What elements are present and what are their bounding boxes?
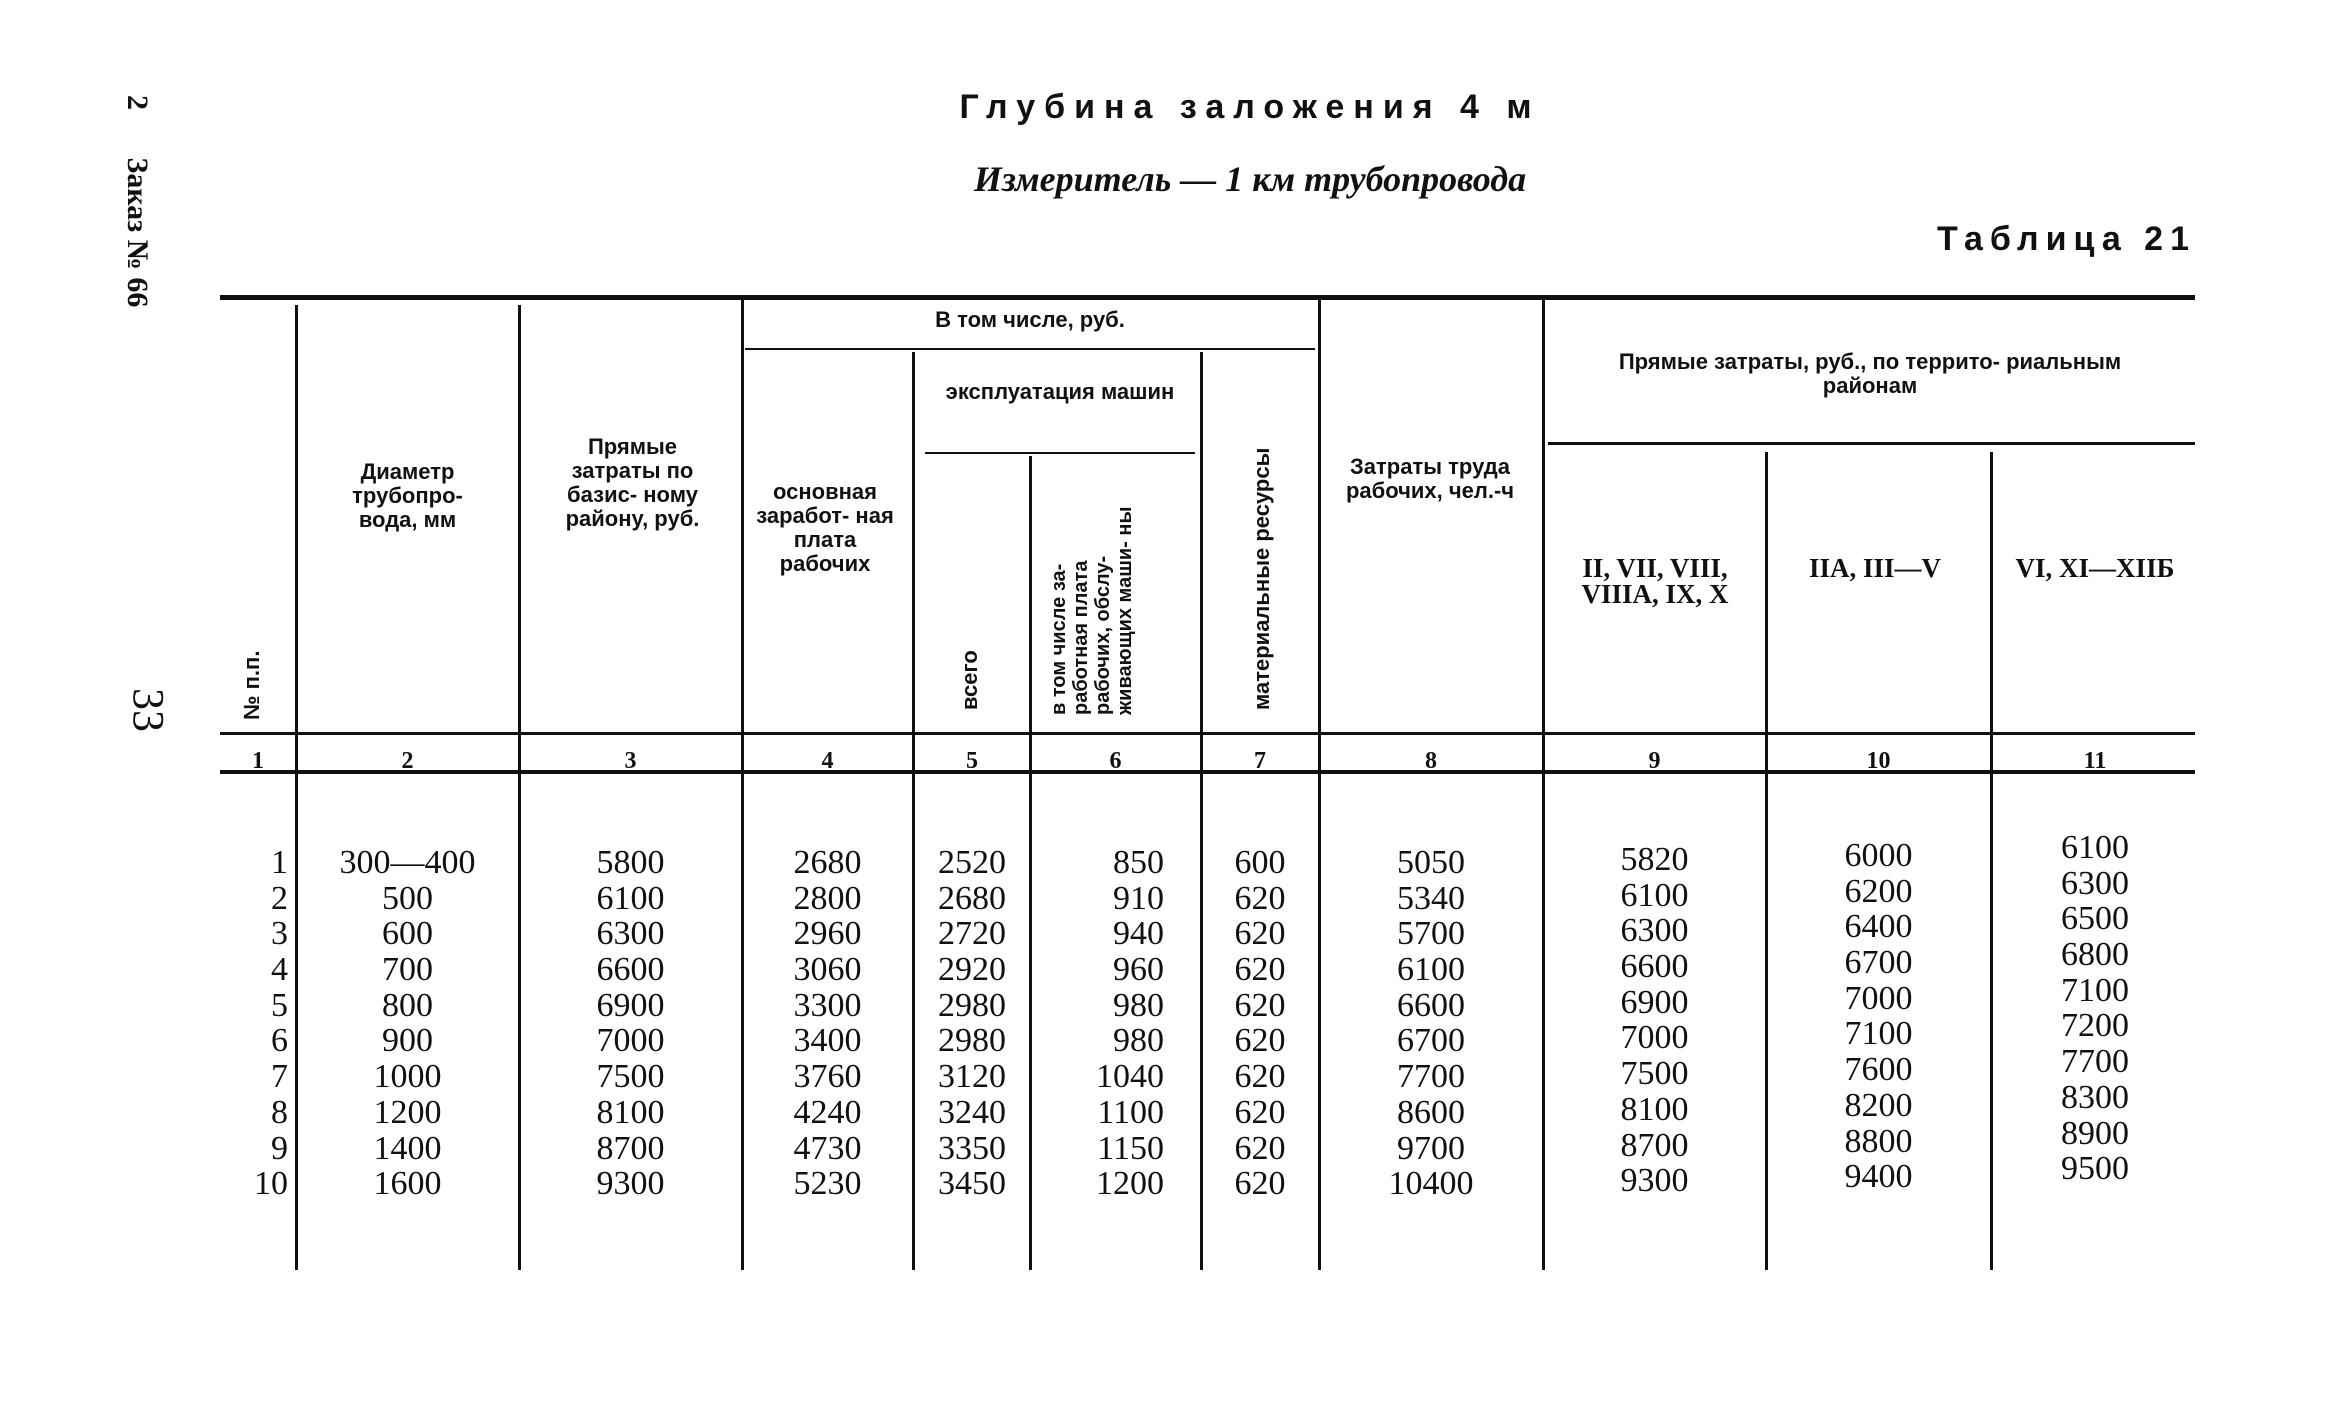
table-cell: 2800 xyxy=(793,879,862,917)
table-cell: 5050 xyxy=(1397,844,1465,881)
table-cell: 7000 xyxy=(1844,979,1913,1017)
table-cell: 2960 xyxy=(793,915,862,953)
header-group-incl: В том числе, руб. xyxy=(935,307,1125,332)
col-number: 4 xyxy=(821,748,834,774)
table-cell: 2920 xyxy=(938,951,1006,989)
table-cell: 620 xyxy=(1234,986,1286,1024)
table-cell: 2 xyxy=(271,879,288,917)
table-cell: 6600 xyxy=(1397,986,1465,1024)
table-cell: 8700 xyxy=(596,1129,665,1167)
table-cell: 2680 xyxy=(938,879,1006,917)
col-divider xyxy=(912,352,915,1270)
table-cell: 980 xyxy=(1113,1022,1164,1060)
table-cell: 900 xyxy=(382,1022,433,1060)
table-cell: 3450 xyxy=(938,1165,1006,1203)
table-cell: 7100 xyxy=(1844,1015,1913,1053)
table-cell: 600 xyxy=(382,915,433,953)
table-cell: 9300 xyxy=(596,1165,665,1203)
table-cell: 850 xyxy=(1113,844,1164,881)
col-number: 5 xyxy=(966,748,978,774)
table-cell: 6300 xyxy=(596,915,665,953)
header-region-3: VI, XI—XIIБ xyxy=(2015,553,2175,583)
col-labor-costs xyxy=(1323,845,1539,1202)
table-cell: 6 xyxy=(271,1022,288,1060)
table-cell: 9 xyxy=(271,1129,288,1167)
table-cell: 8900 xyxy=(2061,1114,2129,1152)
col-divider xyxy=(1542,300,1545,1270)
table-cell: 6100 xyxy=(2061,829,2129,866)
table-cell: 1200 xyxy=(1096,1165,1164,1203)
table-cell: 1600 xyxy=(373,1165,442,1203)
col-region-1 xyxy=(1547,842,1762,1199)
table-cell: 1 xyxy=(271,844,288,881)
table-cell: 2720 xyxy=(938,915,1006,953)
col-number: 6 xyxy=(1109,748,1122,774)
table-cell: 9400 xyxy=(1844,1158,1913,1196)
header-machines-total: всего xyxy=(957,650,982,710)
table-cell: 6400 xyxy=(1844,908,1913,946)
col-divider xyxy=(1765,452,1768,1270)
table-cell: 5800 xyxy=(596,844,665,881)
col-region-2 xyxy=(1770,838,1987,1195)
col-number: 11 xyxy=(2083,748,2107,774)
table-cell: 9700 xyxy=(1397,1129,1465,1167)
table-cell: 6300 xyxy=(2061,864,2129,902)
table-cell: 6600 xyxy=(1620,948,1689,986)
col-number: 8 xyxy=(1425,748,1437,774)
table-cell: 6200 xyxy=(1844,872,1913,910)
regions-group-rule xyxy=(1548,442,2195,445)
table-cell: 8200 xyxy=(1844,1086,1913,1124)
table-cell: 8100 xyxy=(596,1093,665,1131)
page-title: Глубина заложения 4 м xyxy=(959,88,1541,126)
header-bottom-rule xyxy=(220,732,2195,735)
table-cell: 7700 xyxy=(1397,1058,1465,1096)
table-cell: 5340 xyxy=(1397,879,1465,917)
table-cell: 1040 xyxy=(1096,1058,1164,1096)
table-cell: 8 xyxy=(271,1093,288,1131)
col-divider xyxy=(295,305,298,1270)
col-diameter xyxy=(300,845,515,1202)
col-divider xyxy=(1318,300,1321,1270)
table-cell: 8300 xyxy=(2061,1078,2129,1116)
col-number: 1 xyxy=(252,748,264,774)
page-number: 33 xyxy=(124,688,173,732)
col-number: 3 xyxy=(624,748,637,774)
col-divider xyxy=(741,300,744,1270)
table-cell: 1150 xyxy=(1097,1129,1164,1167)
table-cell: 3240 xyxy=(938,1093,1006,1131)
table-cell: 6100 xyxy=(1620,876,1689,914)
col-divider xyxy=(1200,352,1203,1270)
table-cell: 620 xyxy=(1234,1165,1286,1203)
header-region-1: II, VII, VIII, VIIIA, IX, X xyxy=(1581,553,1729,609)
table-cell: 5820 xyxy=(1620,841,1689,878)
col-divider xyxy=(1990,452,1993,1270)
col-divider xyxy=(518,305,521,1270)
table-cell: 7200 xyxy=(2061,1007,2129,1045)
table-cell: 620 xyxy=(1234,1093,1286,1131)
table-cell: 3400 xyxy=(793,1022,862,1060)
table-cell: 6000 xyxy=(1844,837,1913,874)
table-cell: 7000 xyxy=(596,1022,665,1060)
table-cell: 1000 xyxy=(373,1058,442,1096)
table-cell: 9300 xyxy=(1620,1162,1689,1200)
table-cell: 6300 xyxy=(1620,912,1689,950)
table-cell: 6700 xyxy=(1844,944,1913,982)
col-machine-wages xyxy=(1034,845,1164,1202)
table-cell: 7500 xyxy=(596,1058,665,1096)
table-cell: 620 xyxy=(1234,879,1286,917)
table-cell: 7100 xyxy=(2061,971,2129,1009)
table-cell: 7700 xyxy=(2061,1043,2129,1081)
table-cell: 620 xyxy=(1234,951,1286,989)
incl-group-rule xyxy=(745,348,1315,350)
table-cell: 5230 xyxy=(793,1165,862,1203)
col-machines-total xyxy=(917,845,1027,1202)
table-cell: 910 xyxy=(1113,879,1164,917)
page-subtitle: Измеритель — 1 км трубопровода xyxy=(973,159,1527,199)
table-cell: 1400 xyxy=(373,1129,442,1167)
table-cell: 2980 xyxy=(938,986,1006,1024)
col-number: 2 xyxy=(401,748,414,774)
table-cell: 8600 xyxy=(1397,1093,1465,1131)
col-number: 10 xyxy=(1866,748,1891,774)
table-cell: 6800 xyxy=(2061,936,2129,974)
machines-group-rule xyxy=(925,452,1195,454)
order-label: Заказ № 66 xyxy=(121,157,154,308)
table-cell: 7000 xyxy=(1620,1019,1689,1057)
col-direct-costs-base xyxy=(523,845,738,1202)
table-cell: 9500 xyxy=(2061,1150,2129,1188)
table-cell: 3760 xyxy=(793,1058,862,1096)
table-cell: 10400 xyxy=(1388,1165,1474,1203)
table-cell: 3060 xyxy=(793,951,862,989)
table-cell: 2980 xyxy=(938,1022,1006,1060)
table-cell: 620 xyxy=(1234,1129,1286,1167)
col-divider xyxy=(1029,456,1032,1270)
table-cell: 6700 xyxy=(1397,1022,1465,1060)
col-number: 9 xyxy=(1648,748,1661,774)
col-region-3 xyxy=(1995,830,2195,1187)
table-cell: 500 xyxy=(382,879,433,917)
table-cell: 4730 xyxy=(793,1129,862,1167)
table-cell: 7600 xyxy=(1844,1051,1913,1089)
col-base-wages xyxy=(746,845,909,1202)
table-cell: 6500 xyxy=(2061,900,2129,938)
table-cell: 1100 xyxy=(1097,1093,1164,1131)
table-cell: 2520 xyxy=(938,844,1006,881)
table-cell: 620 xyxy=(1234,1058,1286,1096)
table-cell: 6900 xyxy=(596,986,665,1024)
col-row-number xyxy=(228,845,288,1202)
header-region-2: IIA, III—V xyxy=(1808,553,1942,583)
table-cell: 3300 xyxy=(793,986,862,1024)
table-cell: 6100 xyxy=(1397,951,1465,989)
table-cell: 5 xyxy=(271,986,288,1024)
table-cell: 8800 xyxy=(1844,1122,1913,1160)
table-cell: 960 xyxy=(1113,951,1164,989)
header-group-machines: эксплуатация машин xyxy=(945,379,1175,404)
table-cell: 600 xyxy=(1234,844,1286,881)
table-cell: 940 xyxy=(1113,915,1164,953)
table-cell: 700 xyxy=(382,951,433,989)
table-cell: 4240 xyxy=(793,1093,862,1131)
table-cell: 620 xyxy=(1234,1022,1286,1060)
table-cell: 300—400 xyxy=(339,844,476,881)
header-labor-costs: Затраты труда рабочих, чел.-ч xyxy=(1345,454,1515,503)
table-cell: 7 xyxy=(271,1058,288,1096)
header-base-wages: основная заработ- ная плата рабочих xyxy=(756,479,894,576)
table-cell: 2680 xyxy=(793,844,862,881)
header-group-regions: Прямые затраты, руб., по террито- риальным районам xyxy=(1618,349,2122,398)
table-cell: 980 xyxy=(1113,986,1164,1024)
table-cell: 5700 xyxy=(1397,915,1465,953)
col-materials xyxy=(1205,845,1315,1202)
table-top-rule xyxy=(220,295,2195,300)
table-cell: 3 xyxy=(271,915,288,953)
header-materials: материальные ресурсы xyxy=(1249,447,1274,710)
table-cell: 3120 xyxy=(938,1058,1006,1096)
table-cell: 1200 xyxy=(373,1093,442,1131)
table-cell: 7500 xyxy=(1620,1055,1689,1093)
margin-order-text xyxy=(120,95,154,307)
table-cell: 6600 xyxy=(596,951,665,989)
table-cell: 6900 xyxy=(1620,983,1689,1021)
header-diameter: Диаметр трубопро- вода, мм xyxy=(352,459,463,532)
table-cell: 8700 xyxy=(1620,1126,1689,1164)
table-cell: 10 xyxy=(254,1165,288,1203)
table-cell: 620 xyxy=(1234,915,1286,953)
table-label: Таблица 21 xyxy=(1937,220,2196,258)
table-cell: 800 xyxy=(382,986,433,1024)
header-machine-wages: в том числе за- работная плата рабочих, обслу- живающих маши- ны xyxy=(1048,506,1136,715)
table-cell: 4 xyxy=(271,951,288,989)
table-cell: 8100 xyxy=(1620,1090,1689,1128)
table-cell: 6100 xyxy=(596,879,665,917)
header-direct-costs-base: Прямые затраты по базис- ному району, руб. xyxy=(565,434,700,531)
table-cell: 3350 xyxy=(938,1129,1006,1167)
col-number: 7 xyxy=(1254,748,1266,774)
header-row-number: № п.п. xyxy=(239,650,264,720)
margin-number: 2 xyxy=(121,95,154,110)
